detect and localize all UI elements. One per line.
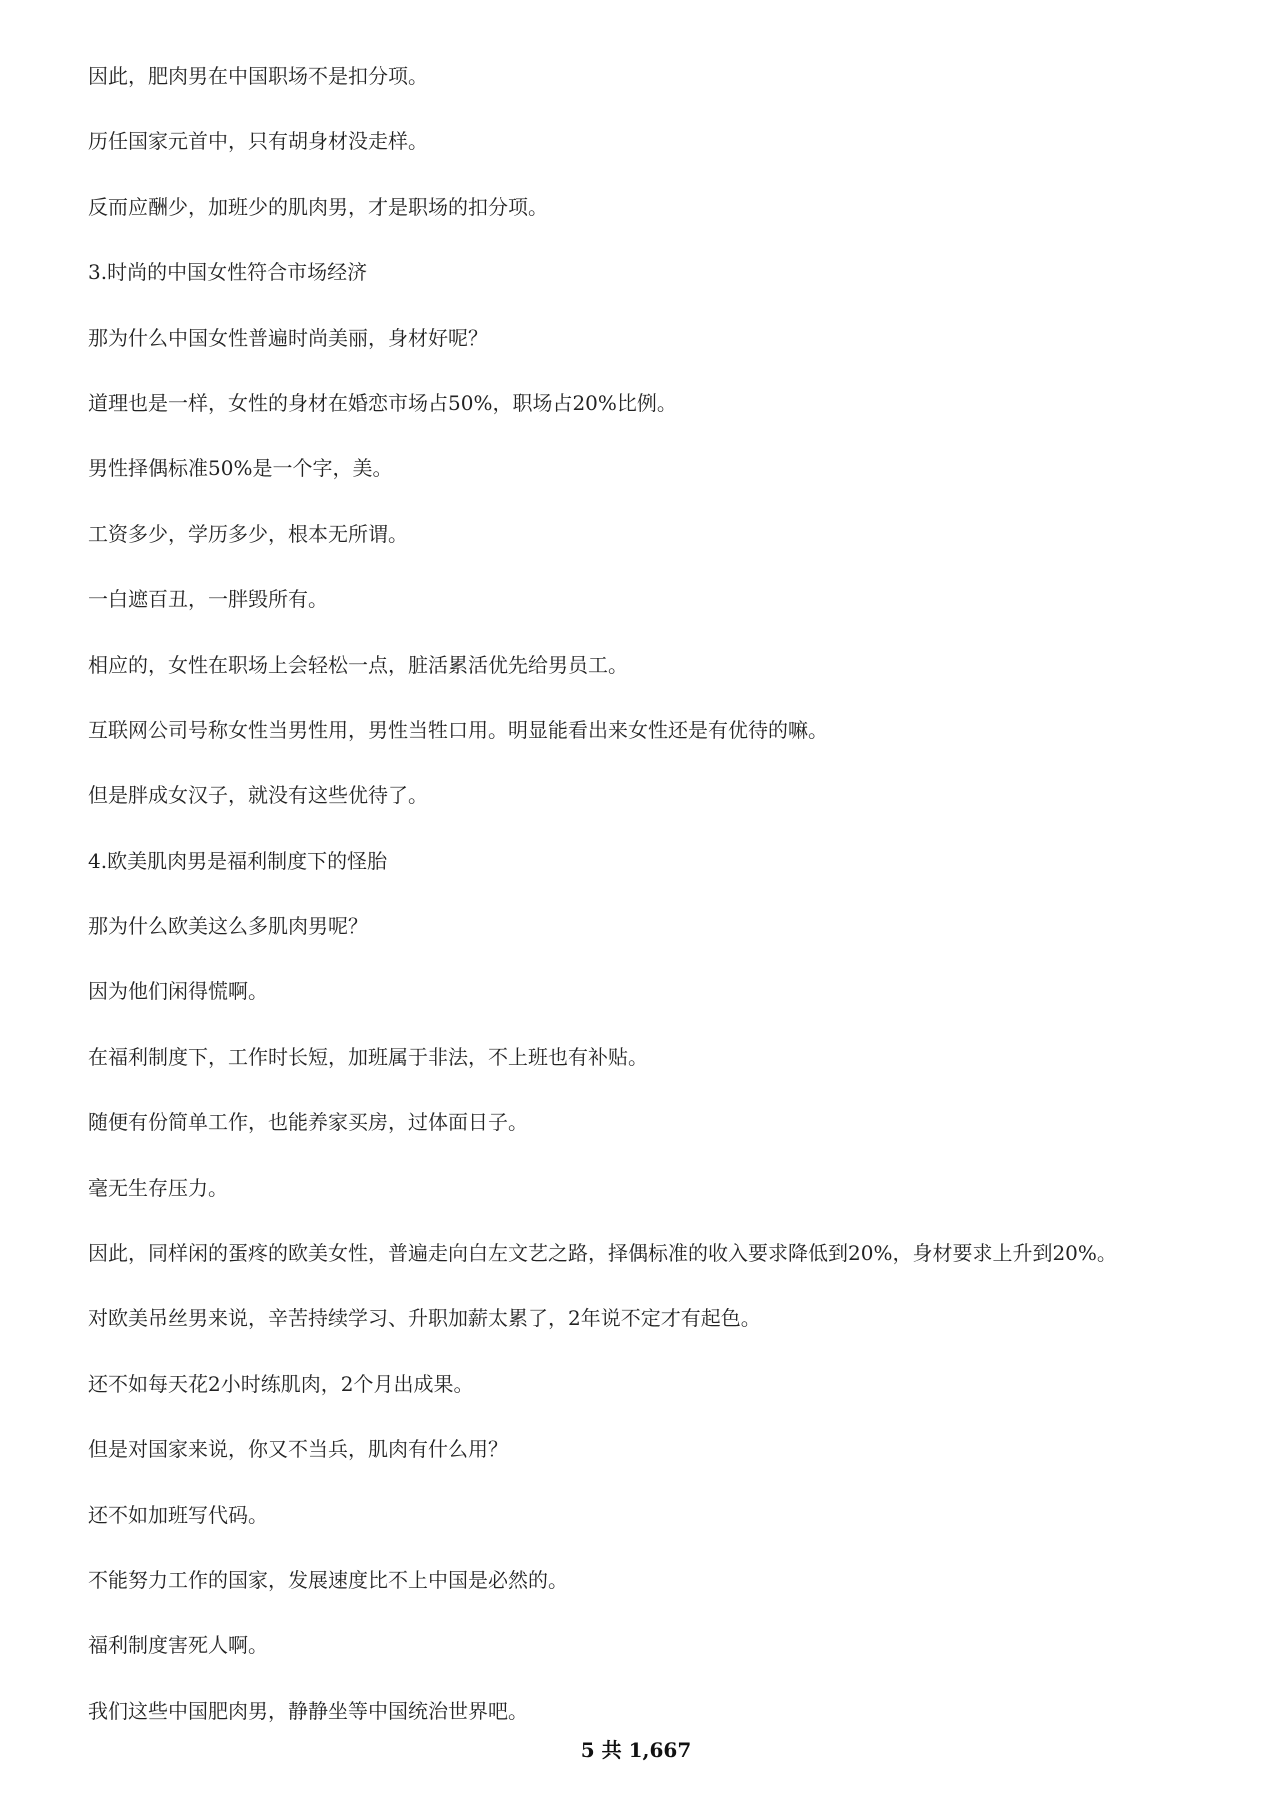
page-number: 5 共 1,667 [580, 1738, 692, 1762]
paragraph: 反而应酬少，加班少的肌肉男，才是职场的扣分项。 [88, 194, 548, 219]
paragraph: 对欧美吊丝男来说，辛苦持续学习、升职加薪太累了，2年说不定才有起色。 [88, 1306, 761, 1331]
section-heading: 3.时尚的中国女性符合市场经济 [88, 260, 368, 285]
paragraph: 但是对国家来说，你又不当兵，肌肉有什么用？ [88, 1437, 508, 1462]
paragraph: 历任国家元首中，只有胡身材没走样。 [88, 129, 428, 154]
paragraph: 因此，肥肉男在中国职场不是扣分项。 [88, 64, 428, 88]
paragraph: 还不如加班写代码。 [88, 1502, 268, 1527]
paragraph: 还不如每天花2小时练肌肉，2个月出成果。 [88, 1371, 474, 1396]
paragraph: 相应的，女性在职场上会轻松一点，脏活累活优先给男员工。 [88, 652, 628, 677]
paragraph: 但是胖成女汉子，就没有这些优待了。 [88, 783, 428, 808]
paragraph: 工资多少，学历多少，根本无所谓。 [88, 521, 408, 546]
paragraph: 男性择偶标准50%是一个字，美。 [88, 456, 393, 481]
paragraph: 随便有份简单工作，也能养家买房，过体面日子。 [88, 1110, 528, 1135]
paragraph: 那为什么中国女性普遍时尚美丽，身材好呢？ [88, 325, 488, 350]
paragraph: 一白遮百丑，一胖毁所有。 [88, 587, 328, 612]
paragraph: 互联网公司号称女性当男性用，男性当牲口用。明显能看出来女性还是有优待的嘛。 [88, 717, 828, 742]
paragraph: 那为什么欧美这么多肌肉男呢？ [88, 914, 368, 939]
paragraph: 我们这些中国肥肉男，静静坐等中国统治世界吧。 [88, 1698, 528, 1723]
paragraph: 因为他们闲得慌啊。 [88, 979, 268, 1004]
section-heading: 4.欧美肌肉男是福利制度下的怪胎 [88, 848, 388, 873]
paragraph: 毫无生存压力。 [88, 1175, 228, 1200]
paragraph: 福利制度害死人啊。 [88, 1633, 268, 1658]
article-body [88, 62, 1208, 1762]
paragraph: 不能努力工作的国家，发展速度比不上中国是必然的。 [88, 1567, 568, 1592]
paragraph: 因此，同样闲的蛋疼的欧美女性，普遍走向白左文艺之路，择偶标准的收入要求降低到20%，身材要求上升到20%。 [88, 1241, 1117, 1266]
paragraph: 道理也是一样，女性的身材在婚恋市场占50%，职场占20%比例。 [88, 390, 677, 415]
paragraph: 在福利制度下，工作时长短，加班属于非法，不上班也有补贴。 [88, 1044, 648, 1069]
